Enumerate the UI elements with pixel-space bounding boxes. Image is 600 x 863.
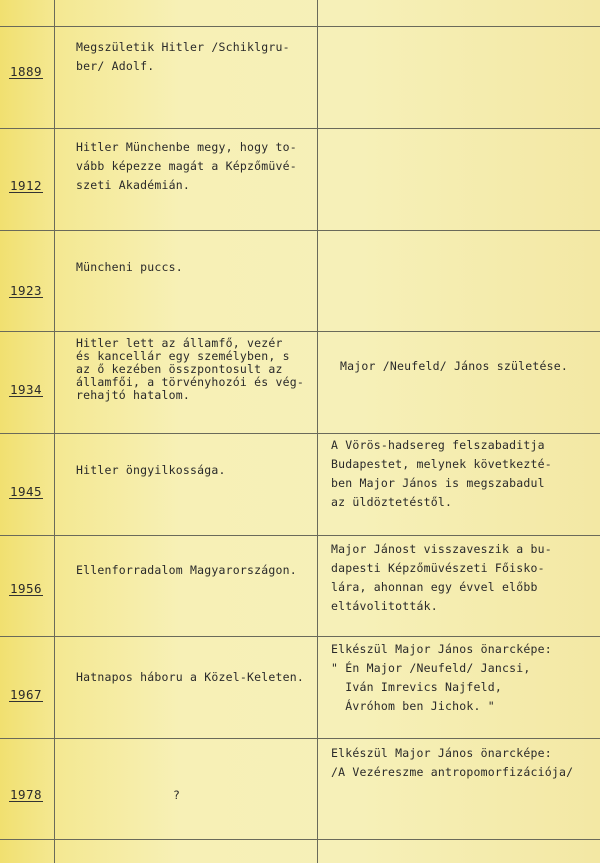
- timeline-row: [0, 536, 600, 636]
- year-label: 1956: [9, 581, 43, 596]
- year-label: 1945: [9, 484, 43, 499]
- year-label: 1978: [9, 787, 43, 802]
- year-cell: [0, 283, 52, 298]
- world-event-text: Hitler öngyilkossága.: [76, 463, 226, 477]
- timeline-row: [0, 27, 600, 128]
- timeline-row: [0, 231, 600, 331]
- world-event-text: Hitler lett az államfő, vezér és kancellár egy személyben, s az ő kezében összpontosult az államfői, a törvényhozói és vég- rehajtó hatalom.: [76, 336, 304, 402]
- year-cell: [0, 484, 52, 499]
- world-event-text: Ellenforradalom Magyarországon.: [76, 563, 297, 577]
- year-label: 1934: [9, 382, 43, 397]
- timeline-row: [0, 637, 600, 738]
- row-divider: [0, 839, 600, 840]
- world-event-text: Hatnapos háboru a Közel-Keleten.: [76, 670, 304, 684]
- year-label: 1889: [9, 64, 43, 79]
- year-cell: [0, 687, 52, 702]
- timeline-row: [0, 129, 600, 230]
- world-event-text: ?: [173, 788, 181, 802]
- world-event-text: Megszületik Hitler /Schiklgru- ber/ Adolf.: [76, 40, 290, 73]
- timeline-row: [0, 332, 600, 433]
- world-event-text: Müncheni puccs.: [76, 260, 183, 274]
- year-cell: [0, 64, 52, 79]
- year-cell: [0, 787, 52, 802]
- year-cell: [0, 581, 52, 596]
- personal-event-text: Elkészül Major János önarcképe: /A Vezéreszme antropomorfizációja/: [331, 746, 574, 779]
- personal-event-text: Major Jánost visszaveszik a bu- dapesti Képzőmüvészeti Főisko- lára, ahonnan egy évvel előbb eltávolitották.: [331, 542, 552, 613]
- timeline-row: [0, 434, 600, 535]
- year-label: 1912: [9, 178, 43, 193]
- year-label: 1923: [9, 283, 43, 298]
- personal-event-text: Elkészül Major János önarcképe: " Én Major /Neufeld/ Jancsi, Iván Imrevics Najfeld, Ávróhom ben Jichok. ": [331, 642, 552, 713]
- year-label: 1967: [9, 687, 43, 702]
- personal-event-text: A Vörös-hadsereg felszabaditja Budapestet, melynek következté- ben Major János is megszabadul az üldöztetéstől.: [331, 438, 552, 509]
- year-cell: [0, 178, 52, 193]
- personal-event-text: Major /Neufeld/ János születése.: [340, 359, 568, 373]
- year-cell: [0, 382, 52, 397]
- world-event-text: Hitler Münchenbe megy, hogy to- vább képezze magát a Képzőmüvé- szeti Akadémián.: [76, 140, 297, 192]
- timeline-row: [0, 739, 600, 839]
